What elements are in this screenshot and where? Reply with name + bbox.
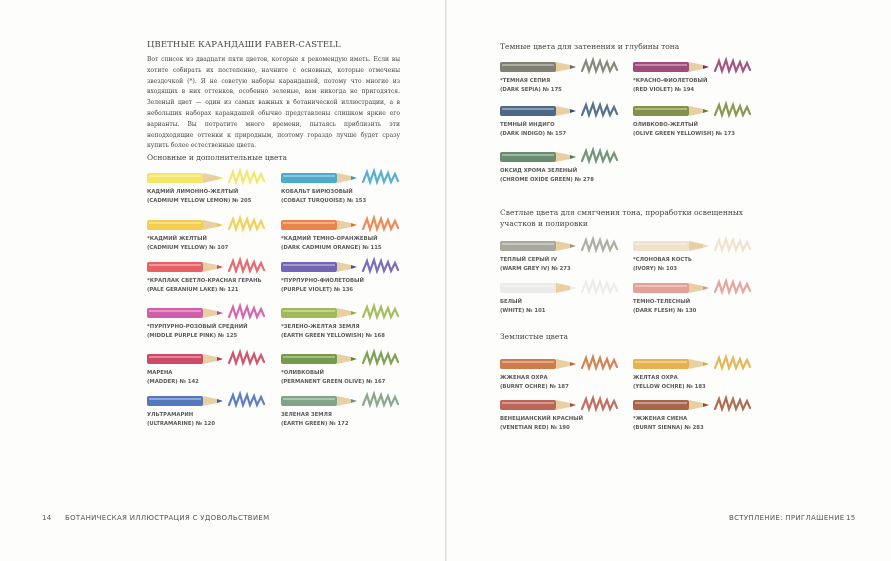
section-heading-earth: Землистые цвета: [500, 332, 568, 341]
pencil-lead: [703, 109, 709, 113]
pencil-body: [281, 220, 337, 230]
pencil-body: [500, 283, 556, 293]
section-heading-dark: Темные цвета для затенения и глубины тона: [500, 42, 680, 51]
pencil-lead: [703, 65, 709, 69]
swatch-name: ВЕНЕЦИАНСКИЙ КРАСНЫЙ: [500, 416, 584, 422]
pencil-body: [147, 308, 203, 318]
pencil-lead: [703, 286, 709, 290]
pencil-highlight: [635, 108, 687, 110]
swatch-name: *ПУРПУРНО-РОЗОВЫЙ СРЕДНИЙ: [147, 324, 248, 330]
pencil-drawing: [500, 58, 630, 76]
swatch-caption: [500, 77, 562, 95]
swatch-name: ТЕМНО-ТЕЛЕСНЫЙ: [633, 299, 691, 305]
pencil-drawing: [147, 216, 277, 234]
color-scribble: [582, 150, 617, 161]
swatch-name: *ПУРПУРНО-ФИОЛЕТОВЫЙ: [281, 278, 364, 284]
pencil-highlight: [635, 64, 687, 66]
swatch-caption: [633, 374, 706, 392]
pencil-highlight: [502, 361, 554, 363]
pencil-drawing: [281, 350, 411, 368]
pencil-lead: [570, 286, 576, 290]
pencil-highlight: [502, 108, 554, 110]
pencil-highlight: [502, 243, 554, 245]
pencil-highlight: [283, 175, 335, 177]
color-scribble: [363, 260, 398, 271]
pencil-lead: [351, 357, 357, 361]
swatch-caption: [500, 374, 569, 392]
pencil-highlight: [635, 285, 687, 287]
swatch-caption: [633, 415, 704, 433]
pencil-drawing: [281, 392, 411, 410]
pencil-highlight: [149, 222, 201, 224]
color-scribble: [715, 239, 750, 250]
swatch-caption: [500, 167, 594, 185]
pencil-body: [281, 396, 337, 406]
running-head-right: ВСТУПЛЕНИЕ: ПРИГЛАШЕНИЕ: [729, 514, 845, 522]
section-heading-basic: Основные и дополнительные цвета: [147, 153, 287, 162]
pencil-body: [281, 173, 337, 183]
color-scribble: [715, 357, 750, 368]
pencil-highlight: [283, 356, 335, 358]
swatch-code: (CADMIUM YELLOW LEMON) № 205: [147, 198, 252, 204]
swatch-code: (EARTH GREEN) № 172: [281, 421, 349, 427]
page-title: ЦВЕТНЫЕ КАРАНДАШИ FABER-CASTELL: [147, 40, 341, 50]
pencil-wood-tip: [556, 359, 570, 369]
color-scribble: [715, 398, 750, 409]
color-scribble: [363, 394, 398, 405]
color-scribble: [229, 306, 264, 317]
swatch-name: *КРАПЛАК СВЕТЛО-КРАСНАЯ ГЕРАНЬ: [147, 278, 262, 284]
intro-paragraph: Вот список из двадцати пяти цветов, которые я рекомендую иметь. Если вы хотите собирать их постепенно, начните с основных, которые отмечены звездочкой (*). Я не советую наборы карандашей, потому что многие из входящих в них оттенков, особенно зеленые, вам никогда не пригодятся. Зеленый цвет — один из самых важных в ботанической иллюстрации, а в небольших наборах карандашей обычно представлены слишком яркие его варианты. Вы потратите много времени, пытаясь приблизить эти неподходящие оттенки к природным, поэтому гораздо лучше будет сразу купить более естественные цвета.: [147, 56, 400, 150]
pencil-body: [281, 308, 337, 318]
swatch-code: (ULTRAMARINE) № 120: [147, 421, 216, 427]
swatch-caption: [147, 323, 248, 341]
pencil-lead: [570, 65, 576, 69]
color-scribble: [582, 398, 617, 409]
pencil-body: [147, 220, 203, 230]
pencil-drawing: [500, 102, 630, 120]
pencil-lead: [570, 403, 576, 407]
pencil-lead: [570, 244, 576, 248]
swatch-name: ЖЕЛТАЯ ОХРА: [633, 375, 678, 381]
pencil-lead: [351, 399, 357, 403]
pencil-lead: [570, 109, 576, 113]
pencil-wood-tip: [689, 283, 703, 293]
pencil-drawing: [633, 355, 763, 373]
pencil-drawing: [500, 355, 630, 373]
swatch-code: (PERMANENT GREEN OLIVE) № 167: [281, 379, 386, 385]
pencil-lead: [351, 265, 357, 269]
swatch-code: (DARK FLESH) № 130: [633, 308, 697, 314]
pencil-wood-tip: [556, 62, 570, 72]
swatch-code: (WHITE) № 101: [500, 308, 546, 314]
swatch-caption: [633, 77, 707, 95]
swatch-name: *ЗЕЛЕНО-ЖЕЛТАЯ ЗЕМЛЯ: [281, 324, 360, 330]
pencil-drawing: [147, 392, 277, 410]
color-scribble: [363, 352, 398, 363]
pencil-lead: [570, 155, 576, 159]
swatch-caption: [281, 369, 385, 387]
swatch-caption: [500, 121, 566, 139]
pencil-highlight: [502, 64, 554, 66]
running-head-left: БОТАНИЧЕСКАЯ ИЛЛЮСТРАЦИЯ С УДОВОЛЬСТВИЕМ: [65, 514, 270, 522]
swatch-code: (OLIVE GREEN YELLOWISH) № 173: [633, 131, 735, 137]
swatch-name: ТЕМНЫЙ ИНДИГО: [500, 122, 555, 128]
pencil-highlight: [502, 285, 554, 287]
pencil-highlight: [283, 222, 335, 224]
pencil-highlight: [502, 154, 554, 156]
pencil-wood-tip: [556, 106, 570, 116]
pencil-body: [147, 262, 203, 272]
pencil-wood-tip: [337, 308, 351, 318]
pencil-body: [633, 106, 689, 116]
swatch-code: (MADDER) № 142: [147, 379, 199, 385]
pencil-drawing: [633, 279, 763, 297]
pencil-lead: [217, 223, 223, 227]
swatch-code: (BURNT OCHRE) № 187: [500, 384, 569, 390]
pencil-wood-tip: [556, 152, 570, 162]
swatch-caption: [281, 277, 364, 295]
swatch-code: (PURPLE VIOLET) № 136: [281, 287, 354, 293]
swatch-caption: [147, 188, 251, 206]
pencil-wood-tip: [689, 400, 703, 410]
pencil-drawing: [500, 279, 630, 297]
swatch-name: ОКСИД ХРОМА ЗЕЛЕНЫЙ: [500, 168, 578, 174]
swatch-code: (BURNT SIENNA) № 283: [633, 425, 704, 431]
color-scribble: [229, 352, 264, 363]
pencil-body: [147, 396, 203, 406]
pencil-body: [633, 62, 689, 72]
pencil-body: [281, 262, 337, 272]
pencil-body: [500, 152, 556, 162]
pencil-highlight: [149, 310, 201, 312]
swatch-code: (MIDDLE PURPLE PINK) № 125: [147, 333, 238, 339]
pencil-wood-tip: [337, 220, 351, 230]
pencil-lead: [217, 357, 223, 361]
pencil-highlight: [283, 264, 335, 266]
pencil-lead: [703, 362, 709, 366]
swatch-name: КАДМИЙ ЛИМОННО-ЖЕЛТЫЙ: [147, 189, 239, 195]
color-scribble: [229, 260, 264, 271]
swatch-code: (CHROME OXIDE GREEN) № 278: [500, 177, 594, 183]
swatch-caption: [147, 411, 215, 429]
pencil-lead: [703, 403, 709, 407]
pencil-drawing: [147, 169, 277, 187]
swatch-caption: [500, 256, 571, 274]
swatch-name: *СЛОНОВАЯ КОСТЬ: [633, 257, 692, 263]
swatch-caption: [281, 235, 382, 253]
right-page: [447, 0, 891, 561]
pencil-drawing: [281, 258, 411, 276]
pencil-drawing: [500, 148, 630, 166]
pencil-highlight: [149, 175, 201, 177]
color-scribble: [363, 171, 398, 182]
swatch-caption: [633, 121, 735, 139]
pencil-highlight: [149, 356, 201, 358]
pencil-drawing: [281, 169, 411, 187]
pencil-body: [281, 354, 337, 364]
page-number-left: 14: [42, 514, 52, 522]
pencil-lead: [351, 223, 357, 227]
swatch-name: ЖЖЕНАЯ ОХРА: [500, 375, 548, 381]
swatch-name: МАРЕНА: [147, 370, 173, 376]
pencil-body: [147, 173, 203, 183]
pencil-drawing: [281, 216, 411, 234]
swatch-name: *ОЛИВКОВЫЙ: [281, 370, 324, 376]
pencil-drawing: [147, 304, 277, 322]
swatch-code: (RED VIOLET) № 194: [633, 87, 695, 93]
pencil-drawing: [147, 258, 277, 276]
pencil-wood-tip: [337, 262, 351, 272]
swatch-name: *ТЕМНАЯ СЕПИЯ: [500, 78, 551, 84]
pencil-wood-tip: [337, 396, 351, 406]
pencil-lead: [217, 176, 223, 180]
pencil-wood-tip: [203, 396, 217, 406]
swatch-name: *КРАСНО-ФИОЛЕТОВЫЙ: [633, 78, 708, 84]
pencil-highlight: [502, 402, 554, 404]
swatch-code: (COBALT TURQUOISE) № 153: [281, 198, 367, 204]
pencil-highlight: [283, 398, 335, 400]
pencil-lead: [351, 176, 357, 180]
swatch-code: (VENETIAN RED) № 190: [500, 425, 570, 431]
swatch-code: (EARTH GREEN YELLOWISH) № 168: [281, 333, 385, 339]
color-scribble: [229, 218, 264, 229]
pencil-wood-tip: [337, 354, 351, 364]
pencil-wood-tip: [203, 220, 217, 230]
pencil-lead: [570, 362, 576, 366]
pencil-wood-tip: [689, 106, 703, 116]
pencil-body: [500, 62, 556, 72]
pencil-drawing: [633, 58, 763, 76]
left-page: [0, 0, 445, 561]
color-scribble: [229, 394, 264, 405]
color-scribble: [582, 104, 617, 115]
color-scribble: [582, 239, 617, 250]
swatch-name: *КАДМИЙ ЖЕЛТЫЙ: [147, 236, 207, 242]
pencil-body: [500, 400, 556, 410]
pencil-body: [633, 241, 689, 251]
pencil-body: [633, 400, 689, 410]
pencil-wood-tip: [203, 308, 217, 318]
swatch-name: ЗЕЛЕНАЯ ЗЕМЛЯ: [281, 412, 332, 418]
pencil-body: [633, 283, 689, 293]
pencil-highlight: [283, 310, 335, 312]
swatch-caption: [633, 256, 692, 274]
pencil-drawing: [281, 304, 411, 322]
pencil-wood-tip: [337, 173, 351, 183]
swatch-code: (DARK SEPIA) № 175: [500, 87, 562, 93]
swatch-name: *КАДМИЙ ТЕМНО-ОРАНЖЕВЫЙ: [281, 236, 378, 242]
pencil-wood-tip: [203, 173, 217, 183]
swatch-caption: [281, 323, 385, 341]
pencil-highlight: [149, 264, 201, 266]
pencil-body: [500, 241, 556, 251]
pencil-body: [500, 359, 556, 369]
pencil-lead: [217, 265, 223, 269]
swatch-caption: [147, 235, 228, 253]
color-scribble: [715, 60, 750, 71]
pencil-wood-tip: [203, 262, 217, 272]
page-number-right: 15: [846, 514, 856, 522]
pencil-wood-tip: [689, 359, 703, 369]
swatch-name: КОБАЛЬТ БИРЮЗОВЫЙ: [281, 189, 353, 195]
pencil-drawing: [500, 237, 630, 255]
pencil-body: [633, 359, 689, 369]
pencil-lead: [217, 399, 223, 403]
color-scribble: [363, 218, 398, 229]
section-heading-light: Светлые цвета для смягчения тона, проработки освещенных участков и полировки: [500, 208, 744, 228]
pencil-wood-tip: [556, 241, 570, 251]
pencil-wood-tip: [556, 283, 570, 293]
pencil-highlight: [635, 402, 687, 404]
pencil-drawing: [500, 396, 630, 414]
swatch-caption: [147, 369, 199, 387]
color-scribble: [229, 171, 264, 182]
pencil-body: [147, 354, 203, 364]
pencil-drawing: [633, 102, 763, 120]
swatch-code: (CADMIUM YELLOW) № 107: [147, 245, 229, 251]
pencil-wood-tip: [556, 400, 570, 410]
color-scribble: [582, 281, 617, 292]
swatch-name: УЛЬТРАМАРИН: [147, 412, 194, 418]
pencil-drawing: [633, 237, 763, 255]
pencil-wood-tip: [203, 354, 217, 364]
pencil-highlight: [635, 243, 687, 245]
swatch-code: (PALE GERANIUM LAKE) № 121: [147, 287, 239, 293]
color-scribble: [582, 357, 617, 368]
pencil-body: [500, 106, 556, 116]
swatch-caption: [147, 277, 262, 295]
swatch-code: (IVORY) № 103: [633, 266, 678, 272]
pencil-highlight: [149, 398, 201, 400]
swatch-name: БЕЛЫЙ: [500, 299, 522, 305]
pencil-drawing: [147, 350, 277, 368]
pencil-lead: [351, 311, 357, 315]
swatch-caption: [281, 411, 349, 429]
color-scribble: [363, 306, 398, 317]
swatch-name: ТЕПЛЫЙ СЕРЫЙ IV: [500, 257, 558, 263]
pencil-wood-tip: [689, 241, 703, 251]
swatch-name: *ЖЖЕНАЯ СИЕНА: [633, 416, 688, 422]
swatch-code: (DARK CADMIUM ORANGE) № 115: [281, 245, 382, 251]
pencil-lead: [703, 244, 709, 248]
color-scribble: [715, 104, 750, 115]
color-scribble: [582, 60, 617, 71]
swatch-caption: [633, 298, 696, 316]
swatch-code: (YELLOW OCHRE) № 183: [633, 384, 706, 390]
swatch-caption: [500, 415, 583, 433]
color-scribble: [715, 281, 750, 292]
swatch-code: (DARK INDIGO) № 157: [500, 131, 567, 137]
pencil-highlight: [635, 361, 687, 363]
swatch-caption: [281, 188, 366, 206]
swatch-name: ОЛИВКОВО-ЖЕЛТЫЙ: [633, 122, 698, 128]
pencil-wood-tip: [689, 62, 703, 72]
pencil-drawing: [633, 396, 763, 414]
swatch-caption: [500, 298, 545, 316]
pencil-lead: [217, 311, 223, 315]
swatch-code: (WARM GREY IV) № 273: [500, 266, 571, 272]
